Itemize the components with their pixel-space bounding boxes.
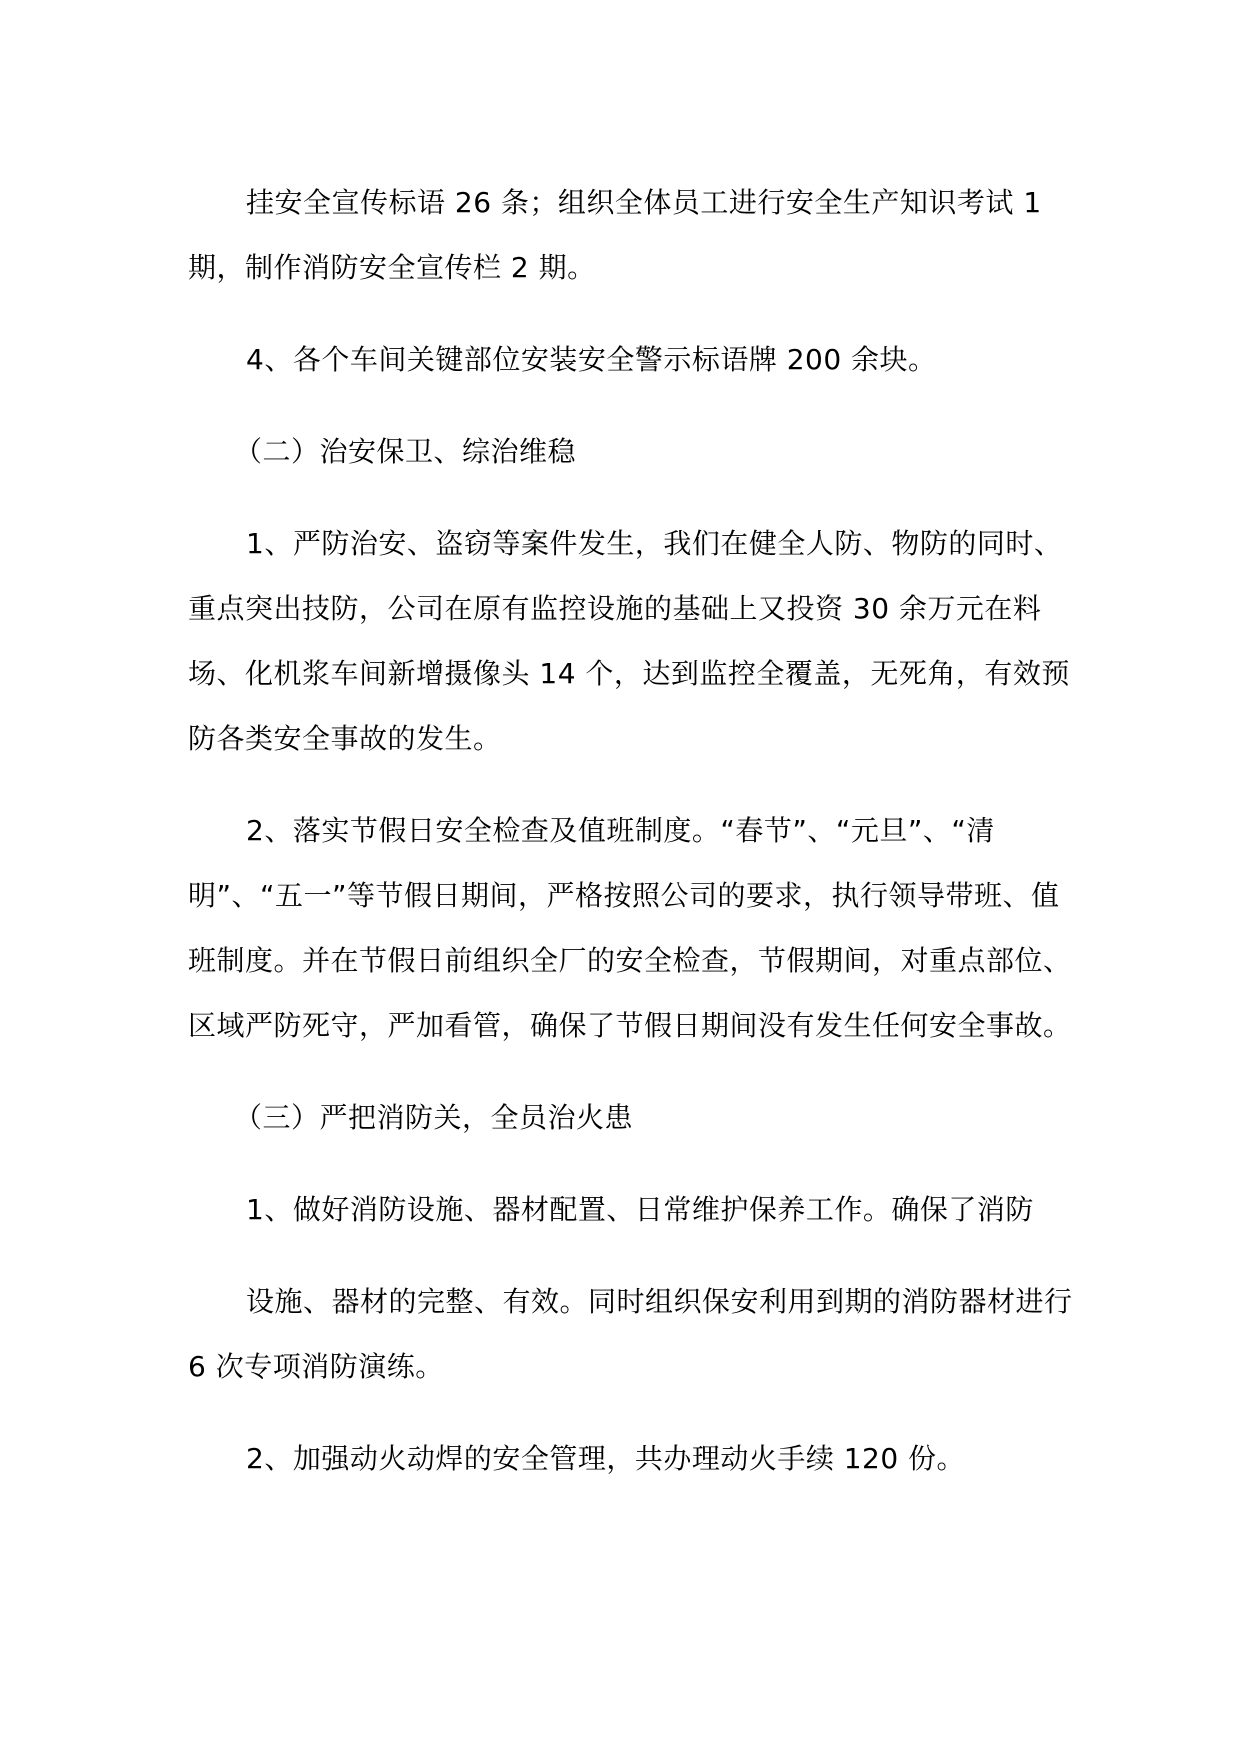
section-heading-fire-control: （三）严把消防关，全员治火患 — [234, 1101, 634, 1134]
paragraph-theft-prevention: 1、严防治安、盗窃等案件发生，我们在健全人防、物防的同时、重点突出技防，公司在原有监控设施的基础上又投资 30 余万元在料场、化机浆车间新增摄像头 14 个，达到监控全覆盖，无死角，有效预防各类安全事故的发生。 — [188, 527, 1070, 755]
paragraph-fire-drills: 设施、器材的完整、有效。同时组织保安利用到期的消防器材进行 6 次专项消防演练。 — [188, 1285, 1073, 1383]
paragraph-warning-signs: 4、各个车间关键部位安装安全警示标语牌 200 余块。 — [246, 343, 937, 376]
document-body — [188, 170, 1088, 1518]
paragraph-hot-work: 2、加强动火动焊的安全管理，共办理动火手续 120 份。 — [246, 1442, 966, 1475]
paragraph-holiday-duty: 2、落实节假日安全检查及值班制度。“春节”、“元旦”、“清明”、“五一”等节假日期间，严格按照公司的要求，执行领导带班、值班制度。并在节假日前组织全厂的安全检查，节假期间，对重点部位、区域严防死守，严加看管，确保了节假日期间没有发生任何安全事故。 — [188, 814, 1072, 1042]
paragraph-fire-facilities: 1、做好消防设施、器材配置、日常维护保养工作。确保了消防 — [246, 1193, 1034, 1226]
paragraph-safety-slogans: 挂安全宣传标语 26 条；组织全体员工进行安全生产知识考试 1 期，制作消防安全宣传栏 2 期。 — [188, 186, 1042, 284]
section-heading-security: （二）治安保卫、综治维稳 — [234, 435, 577, 468]
